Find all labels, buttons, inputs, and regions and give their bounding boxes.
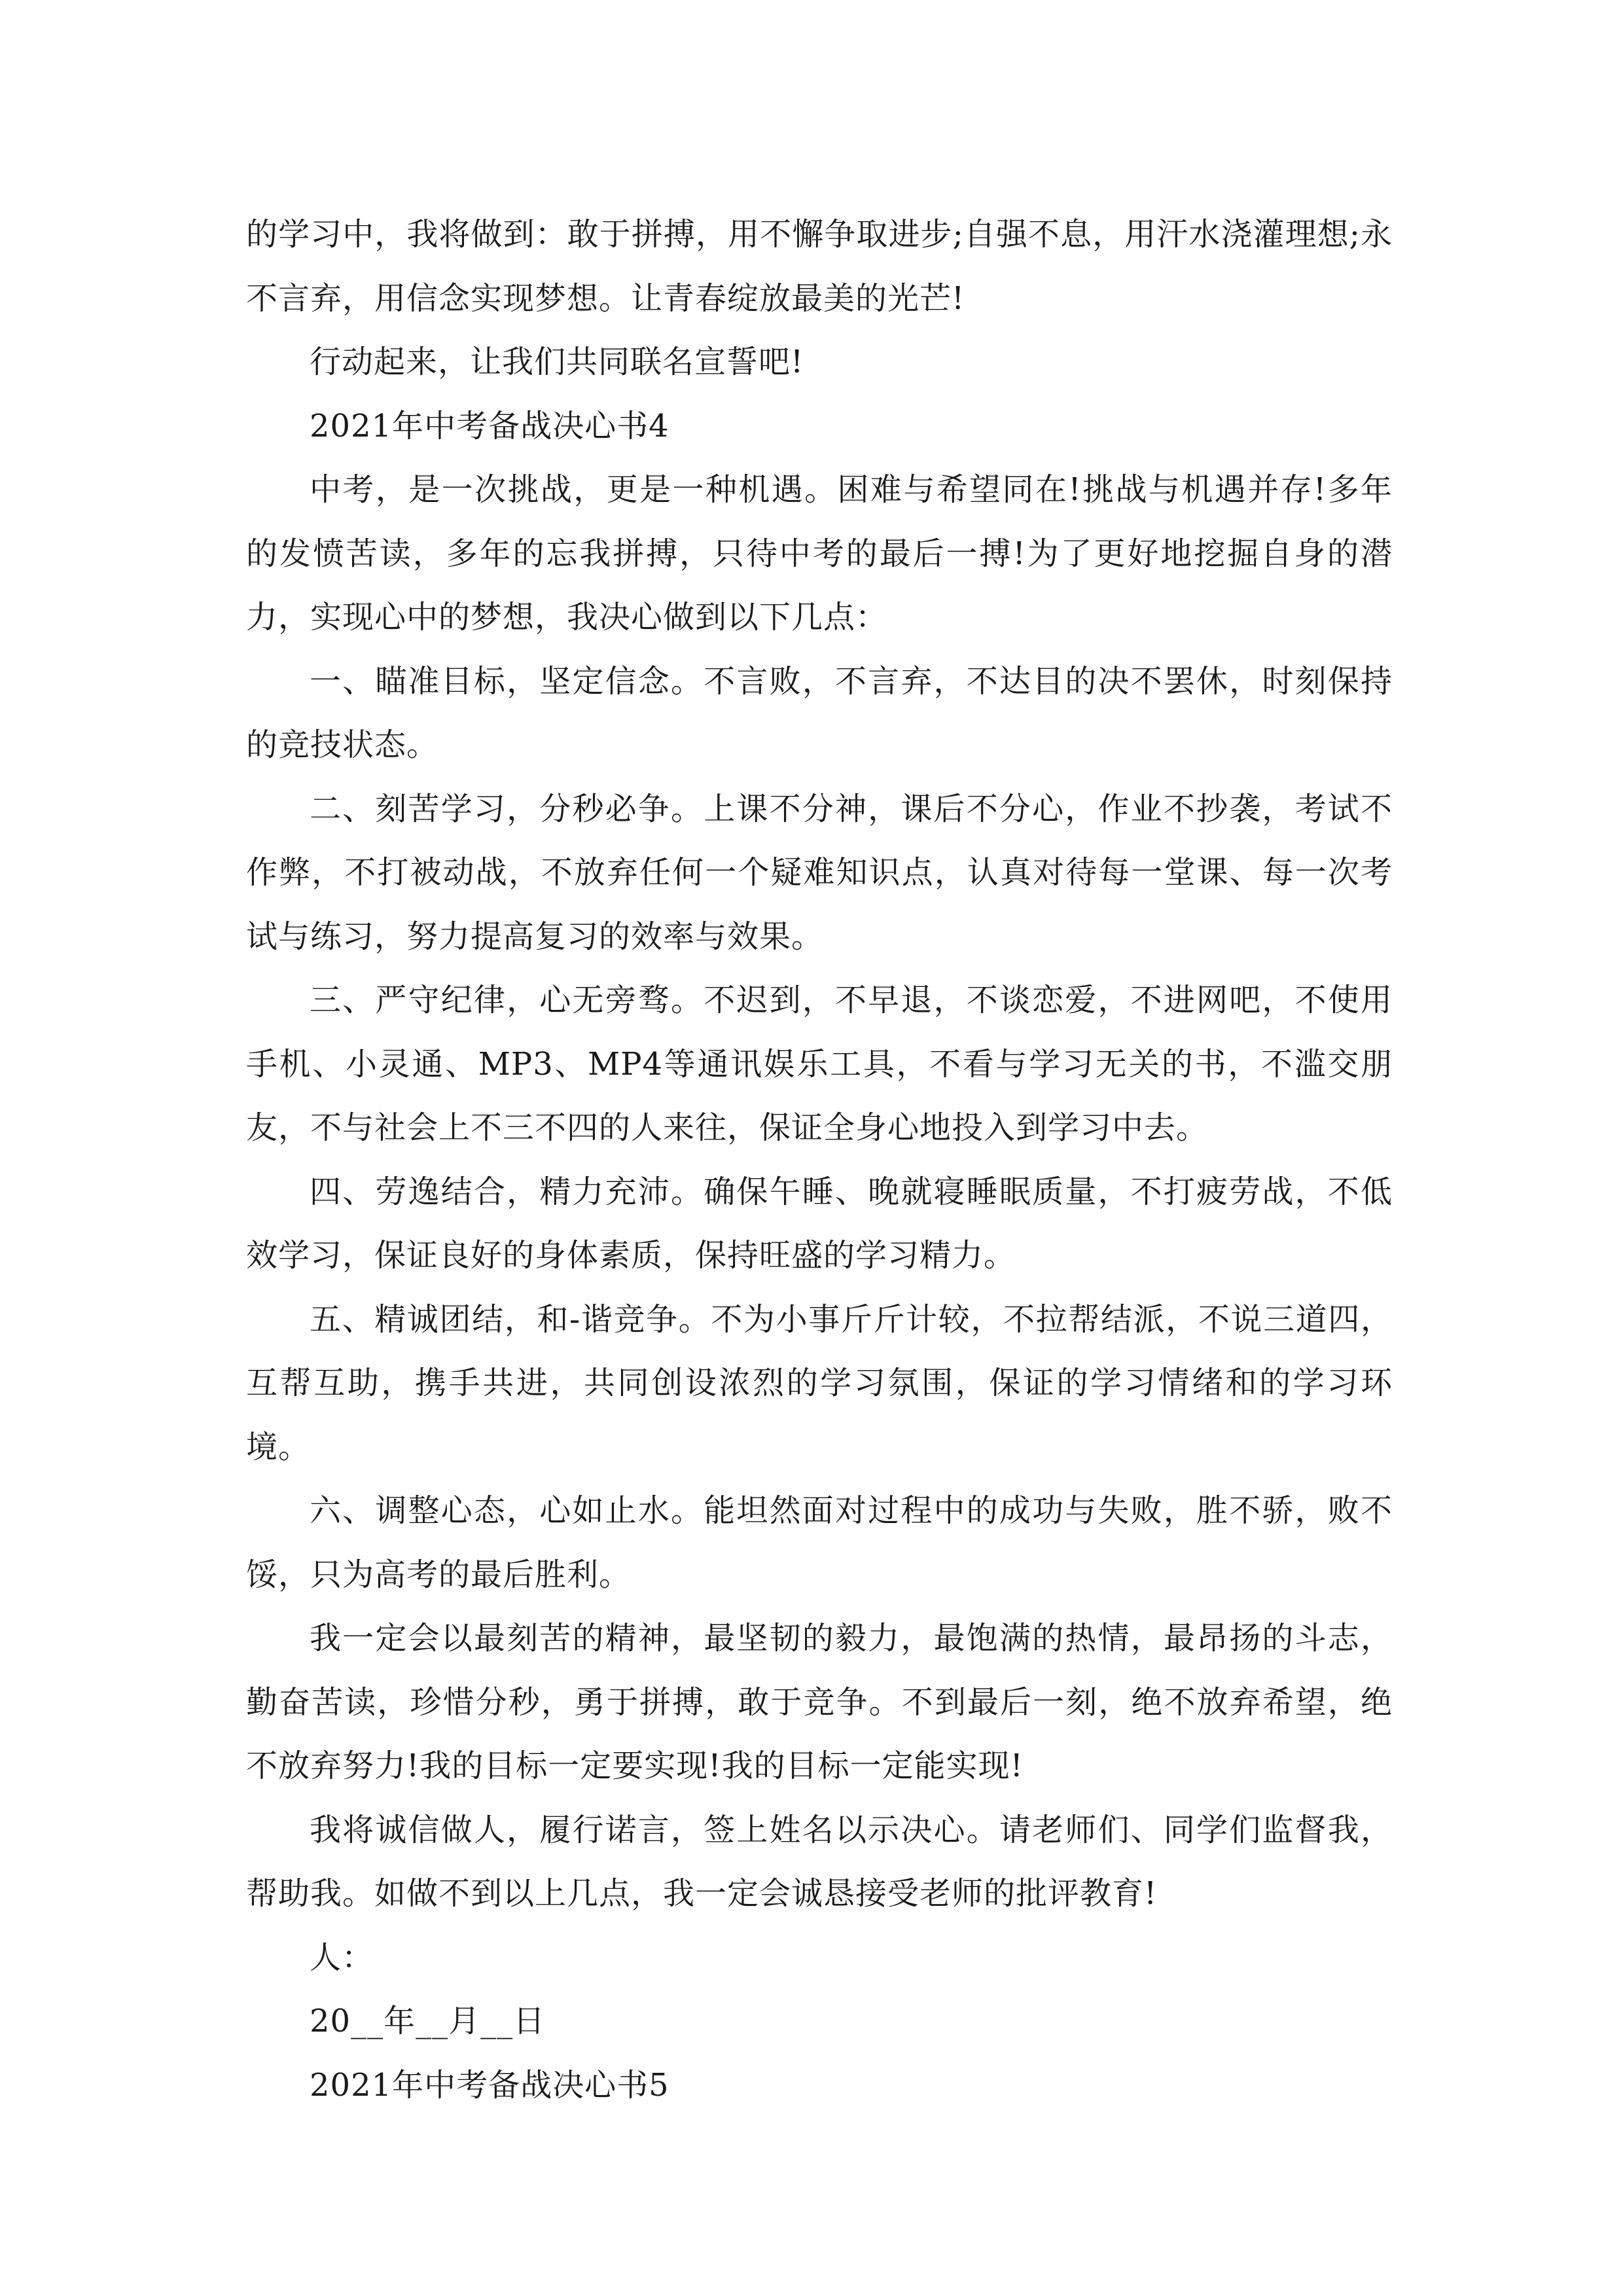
paragraph-resolve: 我一定会以最刻苦的精神，最坚韧的毅力，最饱满的热情，最昂扬的斗志，勤奋苦读，珍惜分秒，勇于拼搏，敢于竞争。不到最后一刻，绝不放弃希望，绝不放弃努力!我的目标一定要实现!我的目标一定能实现!	[246, 1620, 1393, 1784]
paragraph-point-2: 二、刻苦学习，分秒必争。上课不分神，课后不分心，作业不抄袭，考试不作弊，不打被动战，不放弃任何一个疑难知识点，认真对待每一堂课、每一次考试与练习，努力提高复习的效率与效果。	[246, 790, 1393, 955]
date-line: 20__年__月__日	[310, 2003, 546, 2039]
section-heading-5: 2021年中考备战决心书5	[310, 2066, 669, 2104]
paragraph-point-4: 四、劳逸结合，精力充沛。确保午睡、晚就寝睡眠质量，不打疲劳战，不低效学习，保证良好的身体素质，保持旺盛的学习精力。	[246, 1173, 1393, 1274]
document-body	[246, 203, 1393, 2117]
paragraph-point-3: 三、严守纪律，心无旁骛。不迟到，不早退，不谈恋爱，不进网吧，不使用手机、小灵通、MP3、MP4等通讯娱乐工具，不看与学习无关的书，不滥交朋友，不与社会上不三不四的人来往，保证全身心地投入到学习中去。	[246, 982, 1393, 1146]
signature-line: 人：	[310, 1939, 374, 1976]
paragraph-point-6: 六、调整心态，心如止水。能坦然面对过程中的成功与失败，胜不骄，败不馁，只为高考的最后胜利。	[246, 1492, 1393, 1593]
paragraph-pledge: 我将诚信做人，履行诺言，签上姓名以示决心。请老师们、同学们监督我，帮助我。如做不到以上几点，我一定会诚恳接受老师的批评教育!	[246, 1811, 1393, 1912]
section-heading-4: 2021年中考备战决心书4	[310, 407, 669, 444]
paragraph-intro: 中考，是一次挑战，更是一种机遇。困难与希望同在!挑战与机遇并存!多年的发愤苦读，多年的忘我拼搏，只待中考的最后一搏!为了更好地挖掘自身的潜力，实现心中的梦想，我决心做到以下几点：	[246, 471, 1393, 636]
paragraph-call-to-action: 行动起来，让我们共同联名宣誓吧!	[310, 344, 804, 380]
paragraph-point-1: 一、瞄准目标，坚定信念。不言败，不言弃，不达目的决不罢休，时刻保持的竞技状态。	[246, 662, 1393, 763]
paragraph-point-5: 五、精诚团结，和-谐竞争。不为小事斤斤计较，不拉帮结派，不说三道四，互帮互助，携手共进，共同创设浓烈的学习氛围，保证的学习情绪和的学习环境。	[246, 1300, 1393, 1465]
paragraph-continuation: 的学习中，我将做到：敢于拼搏，用不懈争取进步;自强不息，用汗水浇灌理想;永不言弃，用信念实现梦想。让青春绽放最美的光芒!	[246, 216, 1393, 317]
